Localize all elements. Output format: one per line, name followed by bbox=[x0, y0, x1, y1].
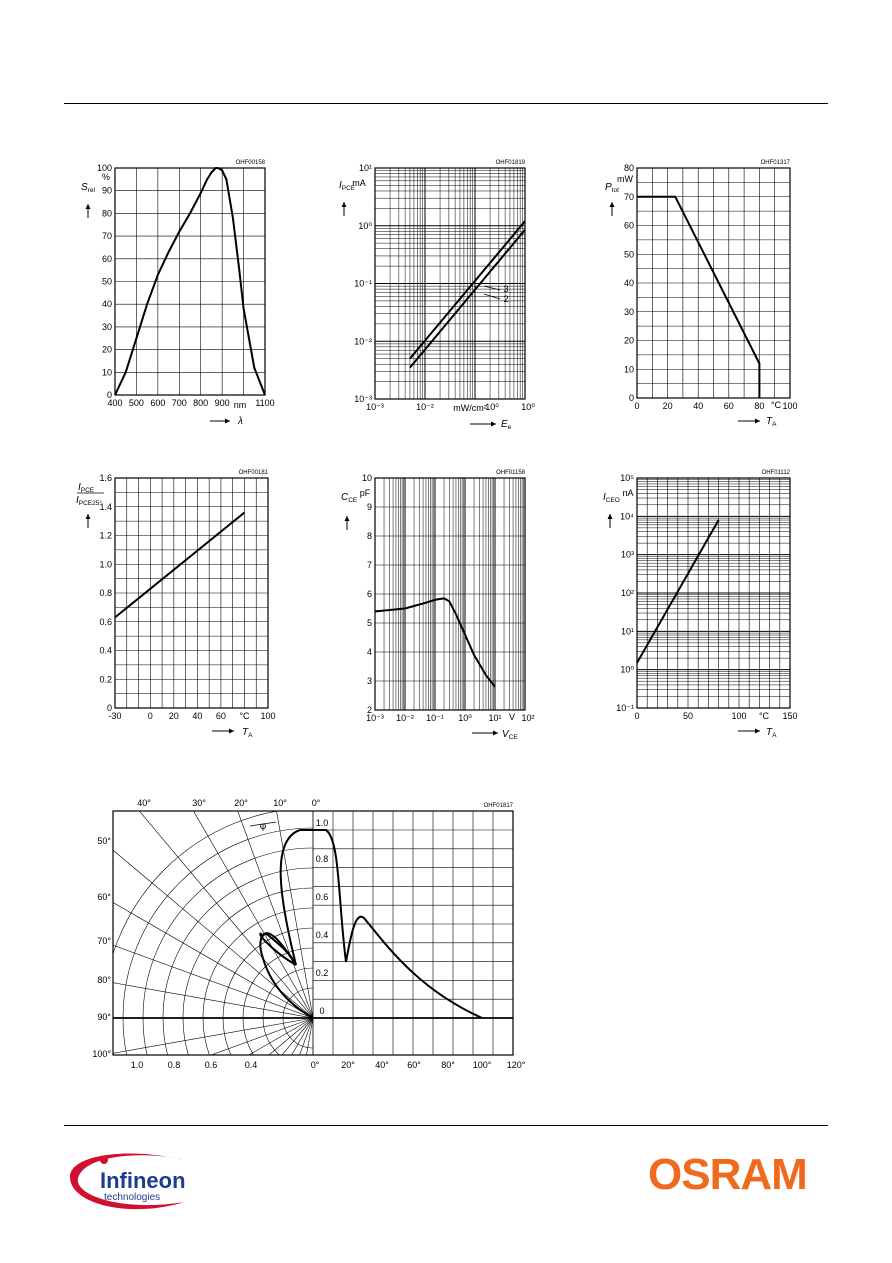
y-tick-label: 6 bbox=[366, 589, 372, 599]
y-axis-label: $S_{rel}$ bbox=[81, 182, 95, 194]
y-tick-label: 10¹ bbox=[620, 626, 634, 637]
x-tick-label: 10⁰ bbox=[485, 402, 499, 412]
chart-code: OHF01819 bbox=[495, 160, 525, 166]
y-tick-label: 0 bbox=[106, 390, 112, 400]
x-tick-label-left: 0.6 bbox=[204, 1060, 218, 1070]
x-tick-label: 10⁻³ bbox=[366, 402, 384, 412]
angle-label-left: 90° bbox=[97, 1012, 111, 1022]
x-tick-label-left: 0.8 bbox=[167, 1060, 181, 1070]
x-tick-label: 50 bbox=[682, 711, 694, 721]
infineon-logo bbox=[64, 1138, 214, 1218]
grid bbox=[115, 478, 268, 708]
x-tick-label-right: 20° bbox=[341, 1060, 355, 1070]
grid bbox=[637, 168, 790, 398]
y-tick-label: 40 bbox=[623, 278, 634, 288]
y-tick-label: 10 bbox=[623, 364, 634, 375]
y-tick-label: 10⁴ bbox=[620, 511, 634, 522]
x-tick-label: 20 bbox=[168, 711, 179, 721]
y-unit: mW bbox=[617, 174, 633, 184]
y-tick-label: 0.6 bbox=[99, 616, 112, 627]
svg-text:Infineon: Infineon bbox=[100, 1168, 186, 1193]
y-tick-label: 20 bbox=[623, 335, 634, 346]
angle-label-left: 100° bbox=[92, 1049, 111, 1059]
infineon-logo-mark bbox=[64, 1138, 214, 1218]
x-tick-label-right: 40° bbox=[375, 1060, 389, 1070]
x-tick-label: 80 bbox=[754, 401, 765, 411]
y-tick-label: 30 bbox=[101, 321, 112, 332]
x-tick-label: 10¹ bbox=[488, 713, 502, 723]
axis-arrow-head bbox=[491, 422, 496, 427]
polar-ray bbox=[0, 697, 313, 1018]
y-tick-label: 10³ bbox=[620, 549, 634, 560]
x-unit: V bbox=[508, 712, 516, 722]
x-tick-label: 500 bbox=[128, 398, 144, 408]
axis-arrow-head bbox=[755, 419, 760, 424]
y-tick-label: 10⁻¹ bbox=[616, 703, 634, 713]
x-tick-label: 100 bbox=[260, 711, 276, 721]
y-axis-label: $C_{CE}$ bbox=[341, 492, 358, 504]
x-tick-label: 0 bbox=[634, 711, 640, 721]
chart-capacitance-vs-voltage bbox=[341, 470, 535, 741]
y-tick-label: 80 bbox=[623, 163, 634, 173]
axis-arrow-head bbox=[755, 729, 760, 734]
y-tick-label: 8 bbox=[366, 531, 372, 541]
y-tick-label: 4 bbox=[366, 647, 372, 657]
axis-arrow-head bbox=[610, 202, 615, 207]
y-tick-label: 0.8 bbox=[99, 588, 112, 598]
x-axis-label: $T_A$ bbox=[766, 416, 777, 428]
y-unit: mA bbox=[352, 178, 366, 188]
y-axis-label: $I_{PCE}$ bbox=[339, 180, 356, 192]
y-tick-label: 10⁵ bbox=[620, 473, 634, 483]
x-tick-label: 900 bbox=[214, 398, 230, 408]
x-axis-label: $T_A$ bbox=[242, 727, 253, 739]
x-tick-label: 40 bbox=[192, 711, 203, 721]
grid bbox=[115, 168, 265, 395]
x-tick-label: 10⁻¹ bbox=[426, 713, 444, 723]
y-unit: pF bbox=[359, 488, 371, 498]
curve-label-3: 3 bbox=[503, 284, 509, 294]
x-tick-label-right: 0° bbox=[310, 1060, 320, 1070]
x-unit: mW/cm² bbox=[453, 403, 487, 413]
chart-code: OHF01112 bbox=[761, 470, 790, 476]
x-tick-label: 100 bbox=[731, 711, 747, 721]
y-tick-label: 10¹ bbox=[358, 163, 372, 173]
polar-ray bbox=[0, 1018, 313, 1105]
y-tick-label: 10² bbox=[620, 588, 634, 598]
chart-code: OHF00181 bbox=[238, 470, 268, 476]
x-axis-label: $V_{CE}$ bbox=[502, 729, 518, 741]
polar-ray bbox=[0, 931, 313, 1018]
y-tick-label: 1.2 bbox=[99, 530, 112, 541]
y-axis-label: $I_{PCE}$ bbox=[78, 482, 95, 494]
angle-label-left: 50° bbox=[97, 836, 111, 846]
chart-rel-spectral-sensitivity bbox=[81, 160, 275, 427]
radial-tick-label: 0.2 bbox=[315, 968, 329, 978]
angle-label-top: 30° bbox=[192, 798, 206, 808]
y-tick-label: 30 bbox=[623, 306, 634, 317]
axis-arrow-head bbox=[345, 516, 350, 521]
x-axis-label: $E_e$ bbox=[501, 419, 512, 431]
y-axis-label: $I_{CEO}$ bbox=[603, 492, 620, 504]
chart-photocurrent-vs-irradiance bbox=[339, 160, 535, 431]
x-tick-label: 400 bbox=[107, 398, 123, 408]
y-tick-label: 10 bbox=[361, 473, 372, 483]
x-tick-label: 800 bbox=[193, 398, 209, 408]
x-tick-label: 10⁻³ bbox=[366, 713, 384, 723]
radial-tick-label: 1.0 bbox=[315, 818, 329, 828]
x-tick-label-right: 80° bbox=[441, 1060, 455, 1070]
axis-arrow-head bbox=[86, 514, 91, 519]
y-tick-label: 60 bbox=[101, 253, 112, 264]
angle-label-top: 0° bbox=[311, 798, 321, 808]
axis-arrow-head bbox=[86, 204, 91, 209]
x-tick-label: 0 bbox=[147, 711, 153, 721]
x-axis-label: $T_A$ bbox=[766, 727, 777, 739]
y-unit: % bbox=[101, 172, 111, 182]
y-tick-label: 60 bbox=[623, 220, 634, 231]
polar-ray bbox=[142, 548, 313, 1018]
y-tick-label: 0.4 bbox=[99, 645, 112, 656]
x-tick-label: 40 bbox=[693, 401, 704, 411]
angle-label-left: 60° bbox=[97, 892, 111, 902]
angle-label-top: 40° bbox=[137, 798, 151, 808]
y-tick-label: 10⁻² bbox=[354, 336, 372, 347]
y-unit: nA bbox=[622, 488, 634, 498]
x-tick-label-right: 100° bbox=[472, 1060, 492, 1070]
angle-label-top: 20° bbox=[234, 798, 248, 808]
chart-code: OHF01158 bbox=[496, 470, 525, 476]
x-tick-label: 600 bbox=[150, 398, 166, 408]
curve-label-2: 2 bbox=[503, 294, 509, 304]
chart-code: OHF01817 bbox=[483, 803, 513, 809]
x-tick-label-right: 60° bbox=[407, 1060, 421, 1070]
x-tick-label: 700 bbox=[171, 398, 187, 408]
series-line-0 bbox=[115, 513, 245, 618]
x-tick-label-left: 0.4 bbox=[244, 1060, 258, 1070]
x-tick-label: °C bbox=[758, 711, 770, 721]
x-tick-label: 20 bbox=[662, 401, 673, 411]
y-tick-label: 10⁰ bbox=[358, 220, 372, 231]
y-axis-label-denominator: $I_{PCE25^\circ}$ bbox=[76, 495, 102, 507]
axis-arrow-head bbox=[608, 514, 613, 519]
y-tick-label: 50 bbox=[101, 276, 112, 287]
radial-tick-label: 0.8 bbox=[315, 854, 329, 864]
y-tick-label: 10⁻¹ bbox=[354, 278, 372, 289]
x-tick-label-right: 120° bbox=[506, 1060, 526, 1070]
x-tick-label-left: 1.0 bbox=[130, 1060, 144, 1070]
x-tick-label: 10⁰ bbox=[458, 713, 472, 723]
y-tick-label: 10 bbox=[101, 367, 112, 378]
x-tick-label: 10⁰ bbox=[521, 402, 535, 412]
x-tick-label: 150 bbox=[782, 711, 798, 721]
radial-tick-label: 0 bbox=[319, 1006, 325, 1016]
grid bbox=[375, 478, 525, 710]
axis-arrow-head bbox=[225, 419, 230, 424]
polar-ray bbox=[0, 768, 313, 1018]
angle-label-top: 10° bbox=[273, 798, 287, 808]
chart-code: OHF01317 bbox=[760, 160, 790, 166]
y-tick-label: 20 bbox=[101, 344, 112, 355]
y-tick-label: 1.6 bbox=[99, 473, 112, 483]
radial-tick-label: 0.4 bbox=[315, 930, 329, 940]
y-tick-label: 80 bbox=[101, 208, 112, 219]
y-tick-label: 1.0 bbox=[99, 559, 112, 570]
y-tick-label: 3 bbox=[366, 676, 372, 686]
y-tick-label: 10⁰ bbox=[620, 664, 634, 675]
radial-tick-label: 0.6 bbox=[315, 892, 329, 902]
angle-label-left: 80° bbox=[97, 975, 111, 985]
y-tick-label: 1.4 bbox=[99, 501, 112, 512]
y-tick-label: 90 bbox=[101, 185, 112, 196]
y-axis-label: $P_{tot}$ bbox=[605, 182, 619, 194]
y-tick-label: 100 bbox=[96, 163, 112, 173]
chart-total-power-dissipation bbox=[605, 160, 798, 428]
x-unit: °C bbox=[770, 400, 782, 410]
x-tick-label: 10⁻² bbox=[396, 713, 414, 723]
axis-arrow-head bbox=[229, 729, 234, 734]
x-tick-label: 10⁻² bbox=[416, 402, 434, 412]
phi-label: φ bbox=[259, 821, 267, 832]
x-tick-label: 60 bbox=[215, 711, 226, 721]
y-tick-label: 10⁻³ bbox=[354, 394, 372, 404]
x-tick-label: 0 bbox=[634, 401, 640, 411]
y-tick-label: 0 bbox=[628, 393, 634, 403]
axis-arrow-head bbox=[493, 731, 498, 736]
curve-leader bbox=[484, 286, 500, 290]
grid bbox=[637, 478, 790, 708]
y-tick-label: 50 bbox=[623, 249, 634, 260]
x-axis-label: λ bbox=[238, 416, 243, 427]
x-tick-label: 10² bbox=[521, 713, 535, 723]
y-tick-label: 7 bbox=[366, 560, 372, 570]
y-tick-label: 5 bbox=[366, 618, 372, 628]
angle-label-left: 70° bbox=[97, 936, 111, 946]
y-tick-label: 0.2 bbox=[99, 674, 112, 685]
x-tick-label: °C bbox=[239, 711, 250, 721]
y-tick-label: 40 bbox=[101, 299, 112, 310]
x-tick-label: 1100 bbox=[255, 398, 275, 408]
x-tick-label: 100 bbox=[782, 401, 798, 411]
chart-photocurrent-vs-temperature bbox=[76, 470, 276, 739]
y-tick-label: 70 bbox=[623, 191, 634, 202]
y-tick-label: 70 bbox=[101, 231, 112, 242]
y-tick-label: 9 bbox=[366, 502, 372, 512]
x-tick-label: 60 bbox=[723, 401, 734, 411]
axis-arrow-head bbox=[342, 202, 347, 207]
x-unit: nm bbox=[233, 400, 247, 410]
y-tick-label: 2 bbox=[366, 705, 372, 715]
chart-code: OHF00158 bbox=[235, 160, 265, 166]
chart-dark-current-vs-temperature bbox=[603, 470, 798, 739]
osram-logo: OSRAM bbox=[648, 1150, 807, 1199]
y-tick-label: 0 bbox=[106, 703, 112, 713]
x-tick-label: -30 bbox=[108, 711, 122, 721]
svg-text:technologies: technologies bbox=[104, 1192, 161, 1203]
